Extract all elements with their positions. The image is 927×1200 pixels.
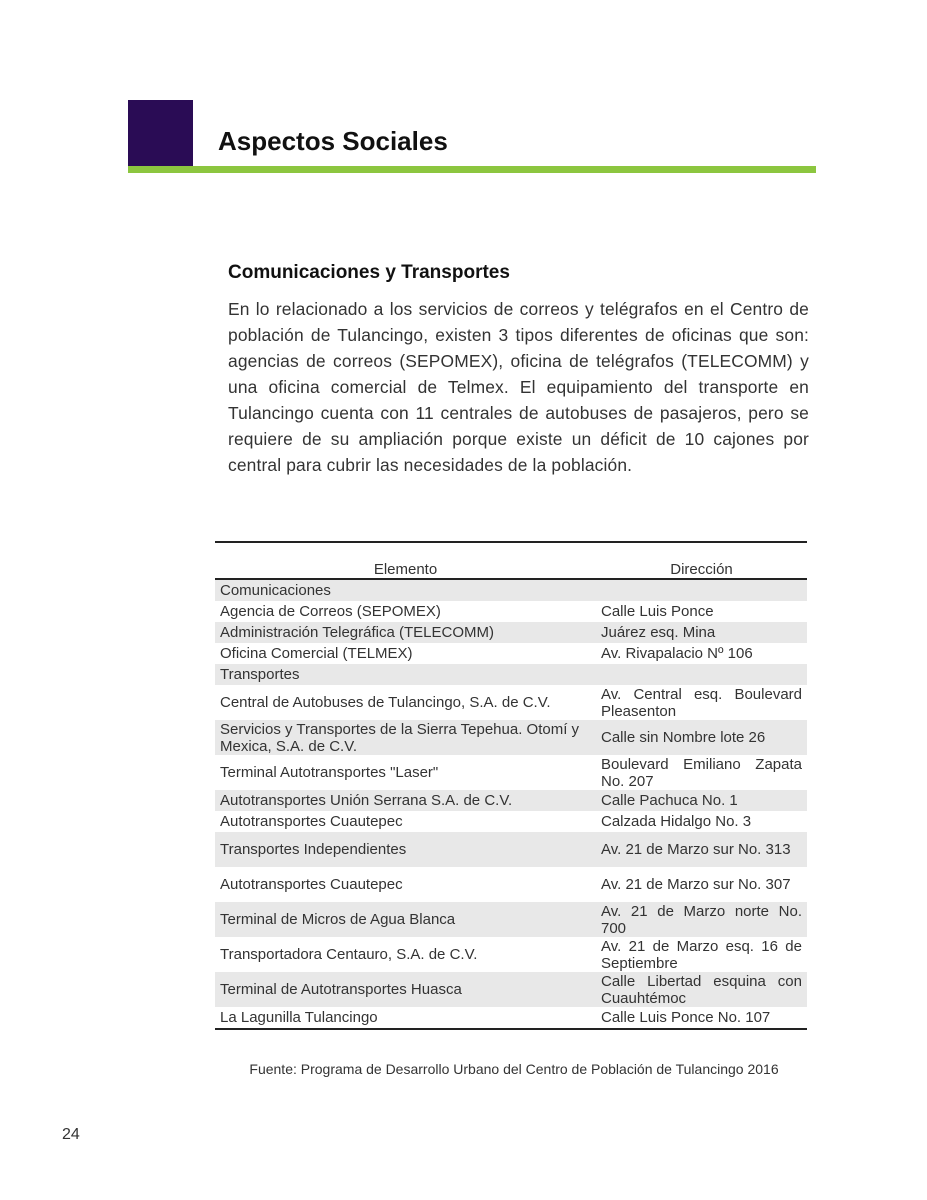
cell-elemento: Administración Telegráfica (TELECOMM) (215, 622, 596, 643)
cell-elemento: Terminal Autotransportes "Laser" (220, 764, 439, 781)
cell-elemento: Agencia de Correos (SEPOMEX) (220, 603, 441, 620)
header-direccion: Dirección (596, 542, 807, 579)
table-row (215, 811, 807, 832)
header-green-rule (128, 166, 816, 173)
header-elemento: Elemento (215, 542, 596, 579)
table-row (215, 972, 807, 1007)
cell-direccion: Boulevard Emiliano Zapata No. 207 (601, 755, 802, 790)
cell-direccion: Av. 21 de Marzo sur No. 307 (601, 876, 791, 893)
cell-elemento: Autotransportes Unión Serrana S.A. de C.V. (215, 790, 596, 811)
cell-direccion: Juárez esq. Mina (596, 622, 807, 643)
body-paragraph: En lo relacionado a los servicios de correos y telégrafos en el Centro de población de Tulancingo, existen 3 tipos diferentes de oficinas que son: agencias de correos (SEPOMEX), oficina de telégrafos (TELECOMM) y una oficina comercial de Telmex. El equipamiento del transporte en Tulancingo cuenta con 11 centrales de autobuses de pasajeros, pero se requiere de su ampliación porque existe un déficit de 10 cajones por central para cubrir las necesidades de la población. (228, 299, 809, 475)
table-header-row (215, 542, 807, 579)
cell-elemento: Autotransportes Cuautepec (220, 813, 403, 830)
table-row (215, 601, 807, 622)
table-row (215, 867, 807, 902)
cell-elemento: Terminal de Micros de Agua Blanca (215, 902, 596, 937)
subsection-title: Comunicaciones y Transportes (228, 262, 510, 283)
table-row (215, 579, 807, 601)
table-row (215, 664, 807, 685)
cell-direccion: Calle Pachuca No. 1 (596, 790, 807, 811)
cell-elemento: Central de Autobuses de Tulancingo, S.A. de C.V. (220, 694, 551, 711)
cell-elemento: Comunicaciones (215, 579, 596, 601)
cell-direccion: Calle Luis Ponce (601, 603, 714, 620)
cell-elemento: Oficina Comercial (TELMEX) (220, 645, 413, 662)
cell-direccion: Av. Rivapalacio Nº 106 (601, 645, 753, 662)
cell-direccion: Av. 21 de Marzo norte No. 700 (596, 902, 807, 937)
cell-direccion: Calle Libertad esquina con Cuauhtémoc (596, 972, 807, 1007)
cell-elemento: Terminal de Autotransportes Huasca (215, 972, 596, 1007)
section-title: Aspectos Sociales (218, 126, 448, 156)
table-row (215, 790, 807, 811)
source-note: Fuente: Programa de Desarrollo Urbano del Centro de Población de Tulancingo 2016 (249, 1061, 779, 1077)
cell-direccion: Av. 21 de Marzo esq. 16 de Septiembre (601, 937, 802, 972)
table-row (215, 643, 807, 664)
table-row (215, 720, 807, 755)
cell-direccion: Calle Luis Ponce No. 107 (596, 1007, 807, 1029)
cell-elemento: Transportes Independientes (215, 832, 596, 867)
cell-direccion: Av. 21 de Marzo sur No. 313 (596, 832, 807, 867)
table-row (215, 1007, 807, 1029)
cell-direccion: Calle sin Nombre lote 26 (596, 720, 807, 755)
table-body (215, 579, 807, 1029)
table-row (215, 755, 807, 790)
cell-elemento: Servicios y Transportes de la Sierra Tepehua. Otomí y Mexica, S.A. de C.V. (215, 720, 596, 755)
equipment-table (215, 541, 807, 1030)
cell-direccion (596, 579, 807, 601)
table-row (215, 685, 807, 720)
table-row (215, 622, 807, 643)
cell-elemento: Transportes (215, 664, 596, 685)
cell-elemento: Autotransportes Cuautepec (220, 876, 403, 893)
table-row (215, 902, 807, 937)
table-row (215, 937, 807, 972)
cell-direccion: Calzada Hidalgo No. 3 (601, 813, 752, 830)
cell-direccion (596, 664, 807, 685)
cell-direccion: Av. Central esq. Boulevard Pleasenton (601, 685, 802, 720)
cell-elemento: La Lagunilla Tulancingo (215, 1007, 596, 1029)
cell-elemento: Transportadora Centauro, S.A. de C.V. (220, 946, 478, 963)
equipment-table-container (215, 541, 807, 1030)
header-purple-block (128, 100, 193, 166)
page-number: 24 (62, 1126, 80, 1143)
table-row (215, 832, 807, 867)
